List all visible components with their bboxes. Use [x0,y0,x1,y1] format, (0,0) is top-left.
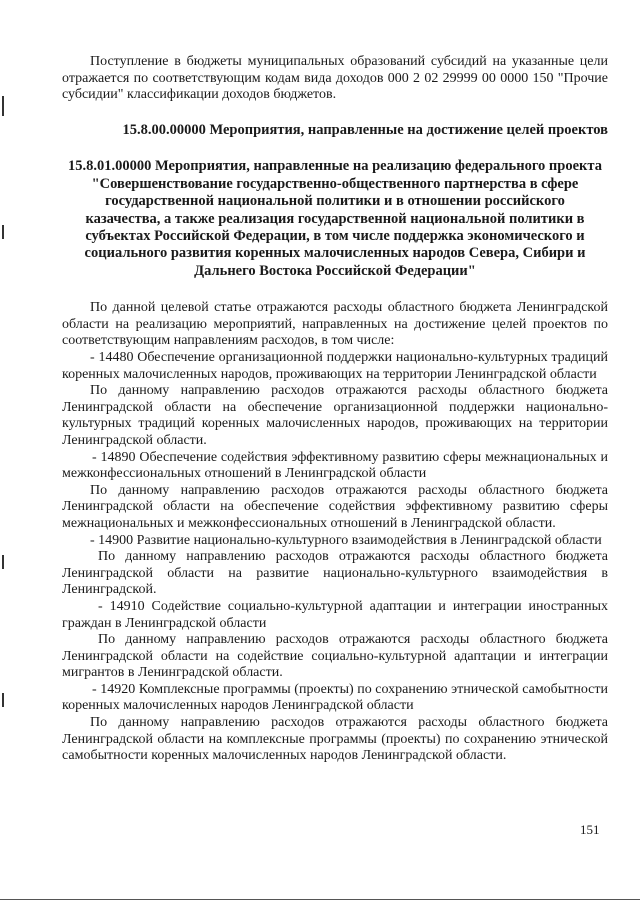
paragraph: По данному направлению расходов отражаются расходы областного бюджета Ленинградской области на содействие социально-культурной адаптации и интеграции мигрантов в Ленинградской области. [62,632,608,681]
expense-item-14480: - 14480 Обеспечение организационной поддержки национально-культурных традиций коренных малочисленных народов, проживающих на территории Ленинградской области [62,350,608,382]
paragraph: По данному направлению расходов отражаются расходы областного бюджета Ленинградской области на обеспечение содействия эффективному развитию сферы межнациональных и межконфессиональных отношений в Ленинградской области. [62,482,608,531]
paragraph: По данному направлению расходов отражаются расходы областного бюджета Ленинградской области на развитие национально-культурного взаимодействия в Ленинградской. [62,549,608,598]
margin-mark [2,96,4,116]
margin-mark [2,225,4,239]
page-number: 151 [580,822,600,837]
paragraph: По данному направлению расходов отражаются расходы областного бюджета Ленинградской области на обеспечение организационной поддержки национально-культурных традиций коренных малочисленных народов, проживающих на территории Ленинградской области. [62,383,608,448]
paragraph: По данному направлению расходов отражаются расходы областного бюджета Ленинградской области на комплексные программы (проекты) по сохранению этнической самобытности коренных малочисленных народов Ленинградской области. [62,715,608,764]
expense-item-14890: - 14890 Обеспечение содействия эффективному развитию сферы межнациональных и межконфессиональных отношений в Ленинградской области [62,449,608,482]
intro-paragraph: Поступление в бюджеты муниципальных образований субсидий на указанные цели отражается по соответствующим кодам вида доходов 000 2 02 29999 00 0000 150 "Прочие субсидии" классификации доходов бюджетов. [62,54,608,103]
bottom-rule [0,899,640,900]
margin-mark [2,555,4,569]
expense-item-14900: - 14900 Развитие национально-культурного взаимодействия в Ленинградской области [90,532,602,548]
paragraph: По данной целевой статье отражаются расходы областного бюджета Ленинградской области на реализацию мероприятий, направленных на достижение целей проектов по соответствующим направлениям расходов, в том числе: [62,300,608,349]
section-heading: 15.8.00.00000 Мероприятия, направленные на достижение целей проектов [122,121,608,138]
subsection-heading: 15.8.01.00000 Мероприятия, направленные на реализацию федерального проекта "Совершенствование государственно-общественного партнерства в сфере государственной национальной политики и в отношении российского казачества, а также реализация государственной национальной политики в субъектах Российской Федерации, в том числе поддержка экономического и социального развития коренных малочисленных народов Севера, Сибири и Дальнего Востока Российской Федерации" [68,158,602,279]
margin-mark [2,693,4,707]
expense-item-14910: - 14910 Содействие социально-культурной адаптации и интеграции иностранных граждан в Ленинградской области [62,598,608,631]
document-body [62,54,608,765]
expense-item-14920: - 14920 Комплексные программы (проекты) по сохранению этнической самобытности коренных малочисленных народов Ленинградской области [62,681,608,714]
